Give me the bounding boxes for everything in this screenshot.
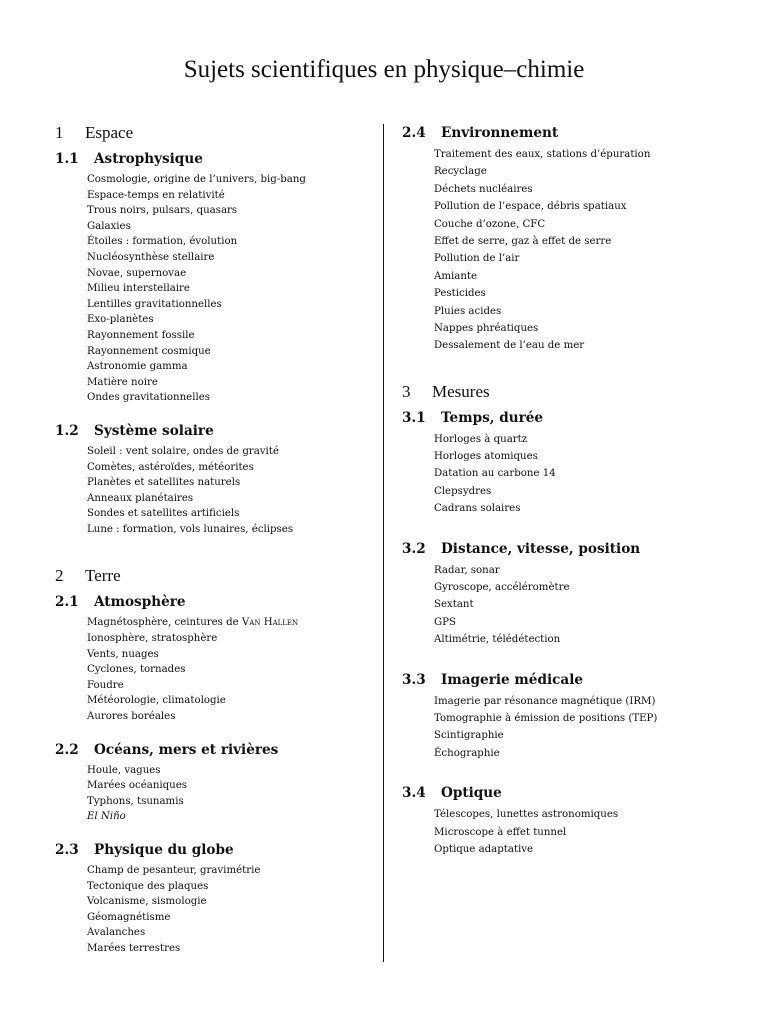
- list-item: Rayonnement fossile: [87, 329, 195, 341]
- left-column: [55, 122, 375, 971]
- topic-list: [55, 444, 375, 538]
- list-item: Aurores boréales: [87, 711, 176, 723]
- subsection-number: 1.1: [55, 151, 79, 167]
- subsection-title: Temps, durée: [441, 409, 544, 426]
- section-title: Terre: [85, 566, 121, 586]
- subsection-temps-duree: [402, 407, 742, 518]
- list-item: Houle, vagues: [87, 764, 161, 776]
- list-item: Étoiles : formation, évolution: [87, 236, 238, 248]
- list-item: Trous noirs, pulsars, quasars: [87, 205, 238, 217]
- topic-list: [55, 863, 375, 957]
- subsection-number: 2.3: [55, 842, 79, 858]
- right-column: [402, 122, 742, 872]
- subsection-heading: [55, 591, 375, 613]
- list-item: Clepsydres: [434, 485, 492, 497]
- list-item: Novae, supernovae: [87, 267, 187, 279]
- list-item: Espace-temps en relativité: [87, 189, 225, 201]
- list-item: GPS: [434, 616, 456, 628]
- list-item: Rayonnement cosmique: [87, 345, 211, 357]
- list-item: Déchets nucléaires: [434, 183, 533, 195]
- list-item: Comètes, astéroïdes, météorites: [87, 461, 254, 473]
- list-item: Géomagnétisme: [87, 911, 171, 923]
- list-item: Échographie: [434, 747, 500, 759]
- section-title: Espace: [85, 123, 134, 142]
- list-item: Astronomie gamma: [87, 361, 188, 373]
- topic-list: [402, 806, 742, 858]
- section-title: Mesures: [432, 381, 490, 401]
- list-item: Horloges à quartz: [434, 433, 528, 445]
- subsection-distance-vitesse-position: [402, 538, 742, 649]
- list-item: Exo-planètes: [87, 314, 154, 326]
- section-number: 1: [55, 123, 64, 142]
- subsection-title: Astrophysique: [94, 151, 203, 167]
- list-item: Avalanches: [87, 927, 146, 939]
- list-item: Horloges atomiques: [434, 451, 538, 463]
- list-item: Dessalement de l’eau de mer: [434, 340, 585, 352]
- list-item: Traitement des eaux, stations d’épuration: [434, 149, 651, 160]
- subsection-physique-du-globe: [55, 839, 375, 957]
- topic-list: [402, 431, 742, 518]
- subsection-heading: [402, 538, 742, 560]
- list-item: Sondes et satellites artificiels: [87, 508, 240, 520]
- section-mesures: [402, 381, 742, 403]
- subsection-imagerie-medicale: [402, 669, 742, 763]
- list-item: [87, 615, 375, 631]
- subsection-heading: [402, 669, 742, 691]
- list-item: Pollution de l’air: [434, 253, 520, 265]
- list-item: Pluies acides: [434, 305, 502, 317]
- subsection-number: 3.4: [402, 785, 426, 802]
- list-item: Radar, sonar: [434, 564, 500, 576]
- list-item: Nappes phréatiques: [434, 322, 539, 334]
- list-item: Volcanisme, sismologie: [87, 896, 207, 908]
- list-item: Lune : formation, vols lunaires, éclipses: [87, 523, 294, 535]
- subsection-environnement: [402, 122, 742, 355]
- list-item: Vents, nuages: [87, 648, 159, 660]
- list-item: Amiante: [434, 270, 478, 282]
- list-item: Matière noire: [87, 376, 158, 388]
- subsection-number: 3.3: [402, 671, 426, 688]
- list-item: Typhons, tsunamis: [87, 795, 184, 807]
- list-item: Cadrans solaires: [434, 503, 521, 515]
- subsection-heading: [402, 407, 742, 429]
- list-item: Microscope à effet tunnel: [434, 826, 567, 838]
- subsection-atmosphere: [55, 591, 375, 724]
- subsection-title: Distance, vitesse, position: [441, 540, 641, 557]
- section-espace: [55, 122, 375, 144]
- subsection-heading: [402, 122, 742, 144]
- list-item: Marées océaniques: [87, 780, 187, 792]
- list-item: Ionosphère, stratosphère: [87, 633, 218, 645]
- column-divider: [383, 124, 384, 962]
- topic-list: [55, 172, 375, 406]
- list-item: Tomographie à émission de positions (TEP): [434, 712, 658, 724]
- subsection-heading: [402, 782, 742, 804]
- subsection-title: Océans, mers et rivières: [94, 741, 279, 758]
- list-item: Datation au carbone 14: [434, 468, 556, 480]
- section-number: 3: [402, 381, 411, 401]
- section-number: 2: [55, 566, 64, 586]
- topic-list: [55, 763, 375, 825]
- subsection-number: 3.2: [402, 540, 426, 557]
- list-item: Ondes gravitationnelles: [87, 392, 210, 404]
- topic-list: [402, 693, 742, 763]
- list-item: Recyclage: [434, 166, 487, 178]
- list-item: Planètes et satellites naturels: [87, 477, 241, 489]
- page-title: Sujets scientifiques en physique–chimie: [183, 56, 585, 83]
- list-item-text: Magnétosphère, ceintures de: [87, 617, 242, 629]
- list-item: Cyclones, tornades: [87, 664, 186, 676]
- subsection-heading: [55, 420, 375, 442]
- person-name: Van Hallen: [241, 617, 299, 629]
- subsection-number: 1.2: [55, 422, 79, 439]
- subsection-title: Environnement: [441, 125, 559, 141]
- list-item: Télescopes, lunettes astronomiques: [434, 809, 619, 821]
- list-item: Foudre: [87, 679, 124, 691]
- list-item: Gyroscope, accéléromètre: [434, 582, 570, 594]
- list-item: Cosmologie, origine de l’univers, big-bang: [87, 174, 306, 185]
- topic-list: [55, 615, 375, 724]
- subsection-oceans: [55, 739, 375, 825]
- list-item: Galaxies: [87, 220, 131, 232]
- list-item: Pesticides: [434, 288, 486, 300]
- subsection-number: 2.2: [55, 741, 79, 758]
- list-item: Couche d’ozone, CFC: [434, 218, 546, 230]
- list-item: El Niño: [87, 811, 126, 823]
- section-terre: [55, 565, 375, 587]
- subsection-title: Physique du globe: [94, 842, 234, 858]
- subsection-title: Atmosphère: [94, 594, 186, 611]
- list-item: Tectonique des plaques: [87, 880, 209, 892]
- subsection-number: 2.1: [55, 594, 79, 611]
- list-item: Lentilles gravitationnelles: [87, 298, 222, 310]
- list-item: Pollution de l’espace, débris spatiaux: [434, 201, 627, 213]
- list-item: Optique adaptative: [434, 843, 534, 855]
- list-item: Scintigraphie: [434, 730, 504, 742]
- subsection-heading: [55, 148, 375, 170]
- subsection-heading: [55, 839, 375, 861]
- list-item: Marées terrestres: [87, 942, 181, 954]
- list-item: Météorologie, climatologie: [87, 695, 226, 707]
- list-item: Anneaux planétaires: [87, 492, 194, 504]
- subsection-title: Optique: [441, 785, 502, 802]
- subsection-title: Système solaire: [94, 422, 214, 439]
- list-item: Soleil : vent solaire, ondes de gravité: [87, 445, 279, 457]
- topic-list: [402, 146, 742, 355]
- list-item: Champ de pesanteur, gravimétrie: [87, 865, 261, 876]
- list-item: Sextant: [434, 599, 474, 611]
- list-item: Effet de serre, gaz à effet de serre: [434, 235, 612, 247]
- list-item: Milieu interstellaire: [87, 283, 190, 295]
- list-item: Imagerie par résonance magnétique (IRM): [434, 695, 656, 707]
- subsection-number: 3.1: [402, 409, 426, 426]
- subsection-optique: [402, 782, 742, 858]
- subsection-number: 2.4: [402, 125, 426, 141]
- list-item: Altimétrie, télédétection: [434, 634, 561, 646]
- subsection-title: Imagerie médicale: [441, 671, 584, 688]
- list-item: Nucléosynthèse stellaire: [87, 251, 215, 263]
- subsection-systeme-solaire: [55, 420, 375, 538]
- topic-list: [402, 562, 742, 649]
- subsection-astrophysique: [55, 148, 375, 406]
- subsection-heading: [55, 739, 375, 761]
